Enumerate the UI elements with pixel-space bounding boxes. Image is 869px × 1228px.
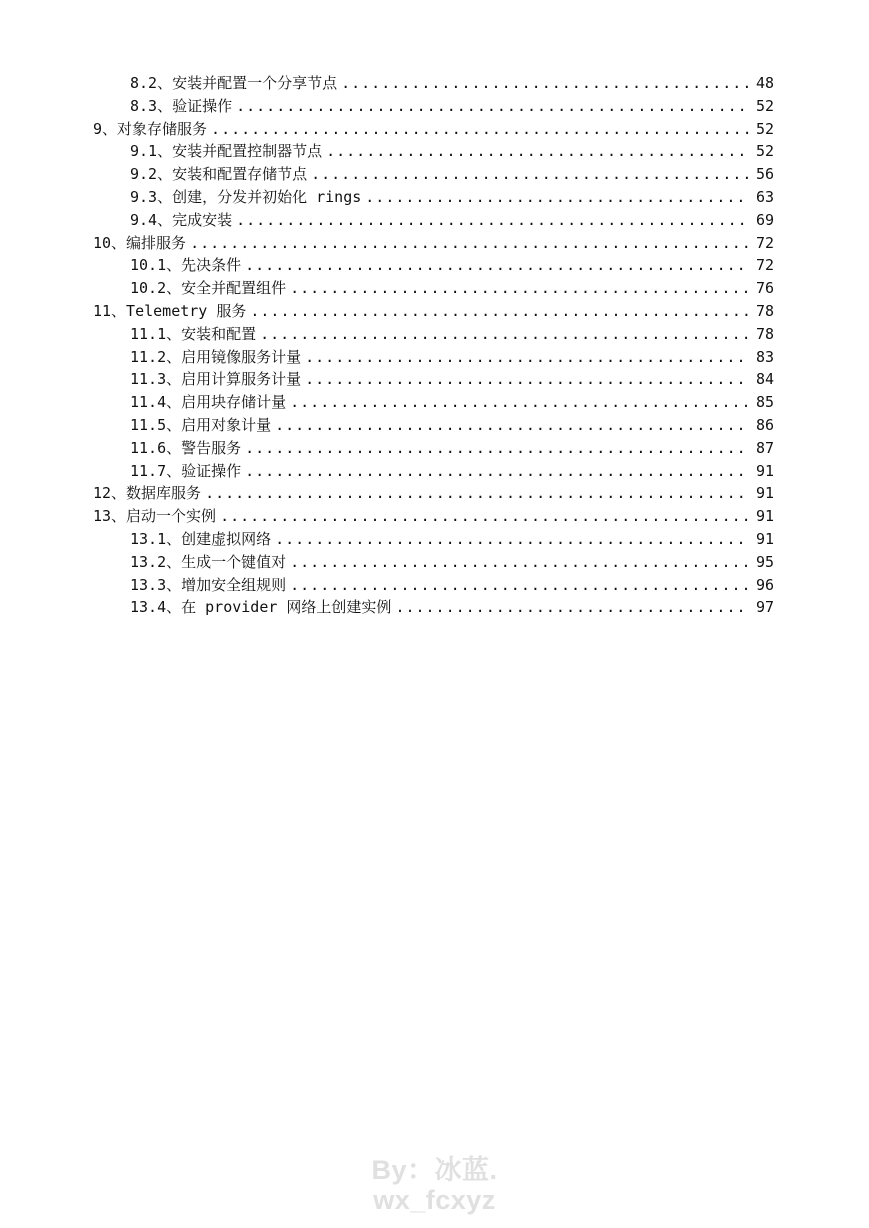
- toc-entry[interactable]: [0, 186, 869, 209]
- toc-entry-label: 9.3、创建，分发并初始化 rings: [130, 187, 362, 206]
- toc-dot-leader: [305, 368, 750, 391]
- toc-entry[interactable]: [0, 596, 869, 619]
- toc-page-number: 91: [755, 529, 774, 548]
- table-of-contents: [0, 72, 869, 619]
- toc-entry-label: 10.1、先决条件: [130, 256, 242, 275]
- toc-entry-label: 8.2、安装并配置一个分享节点: [130, 74, 338, 92]
- toc-entry[interactable]: [0, 209, 869, 232]
- toc-page-number: 56: [755, 165, 774, 184]
- toc-dot-leader: [290, 574, 750, 597]
- toc-entry[interactable]: [0, 323, 869, 346]
- toc-entry[interactable]: [0, 118, 869, 141]
- toc-entry-label: 9.4、完成安装: [130, 210, 233, 229]
- toc-entry-label: 10、编排服务: [93, 233, 187, 252]
- toc-entry-label: 13.4、在 provider 网络上创建实例: [130, 598, 392, 617]
- toc-dot-leader: [220, 505, 750, 528]
- toc-entry[interactable]: [0, 437, 869, 460]
- toc-dot-leader: [245, 254, 750, 277]
- toc-entry-label: 11.6、警告服务: [130, 438, 242, 457]
- toc-entry-label: 9.2、安装和配置存储节点: [130, 165, 308, 184]
- toc-entry[interactable]: [0, 574, 869, 597]
- toc-page-number: 72: [755, 256, 774, 275]
- toc-dot-leader: [365, 186, 750, 209]
- toc-page-number: 83: [755, 347, 774, 366]
- toc-entry-label: 13、启动一个实例: [93, 507, 217, 526]
- toc-dot-leader: [190, 232, 750, 255]
- toc-page-number: 91: [755, 484, 774, 503]
- toc-entry-label: 11、Telemetry 服务: [93, 301, 247, 320]
- toc-entry[interactable]: [0, 482, 869, 505]
- toc-page-number: 87: [755, 438, 774, 457]
- watermark-contact: wx_fcxyz: [373, 1185, 496, 1215]
- toc-page-number: 52: [755, 142, 774, 161]
- toc-entry-label: 11.5、启用对象计量: [130, 415, 272, 434]
- toc-page-number: 69: [755, 210, 774, 229]
- toc-dot-leader: [311, 163, 750, 186]
- toc-entry-label: 13.1、创建虚拟网络: [130, 529, 272, 548]
- toc-dot-leader: [275, 528, 750, 551]
- toc-entry[interactable]: [0, 300, 869, 323]
- toc-dot-leader: [395, 596, 750, 619]
- toc-entry-label: 9.1、安装并配置控制器节点: [130, 142, 323, 161]
- toc-entry[interactable]: [0, 140, 869, 163]
- toc-entry[interactable]: [0, 551, 869, 574]
- toc-page-number: 76: [755, 279, 774, 298]
- toc-dot-leader: [290, 277, 750, 300]
- toc-entry-label: 8.3、验证操作: [130, 96, 233, 115]
- toc-entry-label: 11.2、启用镜像服务计量: [130, 347, 302, 366]
- toc-entry[interactable]: [0, 254, 869, 277]
- toc-dot-leader: [245, 460, 750, 483]
- toc-entry[interactable]: [0, 391, 869, 414]
- toc-entry[interactable]: [0, 277, 869, 300]
- toc-dot-leader: [250, 300, 750, 323]
- toc-entry[interactable]: [0, 414, 869, 437]
- toc-entry[interactable]: [0, 460, 869, 483]
- toc-page-number: 96: [755, 575, 774, 594]
- toc-dot-leader: [326, 140, 750, 163]
- toc-page-number: 86: [755, 415, 774, 434]
- toc-entry[interactable]: [0, 368, 869, 391]
- toc-dot-leader: [211, 118, 750, 141]
- toc-page-number: 78: [755, 324, 774, 343]
- toc-page-number: 48: [755, 74, 774, 92]
- toc-entry-label: 12、数据库服务: [93, 484, 202, 503]
- toc-page-number: 91: [755, 461, 774, 480]
- toc-entry[interactable]: [0, 505, 869, 528]
- toc-dot-leader: [290, 391, 750, 414]
- toc-dot-leader: [341, 72, 750, 95]
- toc-entry-label: 13.3、增加安全组规则: [130, 575, 287, 594]
- toc-page-number: 52: [755, 96, 774, 115]
- toc-page-number: 97: [755, 598, 774, 617]
- toc-dot-leader: [275, 414, 750, 437]
- toc-entry[interactable]: [0, 232, 869, 255]
- toc-entry[interactable]: [0, 163, 869, 186]
- toc-entry-label: 11.1、安装和配置: [130, 324, 257, 343]
- toc-dot-leader: [260, 323, 750, 346]
- toc-entry[interactable]: [0, 72, 869, 95]
- toc-dot-leader: [205, 482, 750, 505]
- toc-page-number: 91: [755, 507, 774, 526]
- toc-page-number: 52: [755, 119, 774, 138]
- toc-dot-leader: [305, 346, 750, 369]
- toc-page-number: 72: [755, 233, 774, 252]
- toc-page-number: 84: [755, 370, 774, 389]
- toc-entry-label: 13.2、生成一个键值对: [130, 552, 287, 571]
- toc-entry-label: 10.2、安全并配置组件: [130, 279, 287, 298]
- toc-entry-label: 11.3、启用计算服务计量: [130, 370, 302, 389]
- toc-dot-leader: [245, 437, 750, 460]
- toc-dot-leader: [236, 95, 750, 118]
- toc-entry[interactable]: [0, 95, 869, 118]
- toc-dot-leader: [290, 551, 750, 574]
- toc-entry[interactable]: [0, 528, 869, 551]
- toc-page-number: 95: [755, 552, 774, 571]
- toc-page-number: 78: [755, 301, 774, 320]
- toc-entry[interactable]: [0, 346, 869, 369]
- toc-entry-label: 11.4、启用块存储计量: [130, 393, 287, 412]
- toc-page-number: 63: [755, 187, 774, 206]
- toc-entry-label: 11.7、验证操作: [130, 461, 242, 480]
- toc-page-number: 85: [755, 393, 774, 412]
- toc-entry-label: 9、对象存储服务: [93, 119, 208, 138]
- watermark-author: By：冰蓝.: [371, 1155, 498, 1185]
- toc-dot-leader: [236, 209, 750, 232]
